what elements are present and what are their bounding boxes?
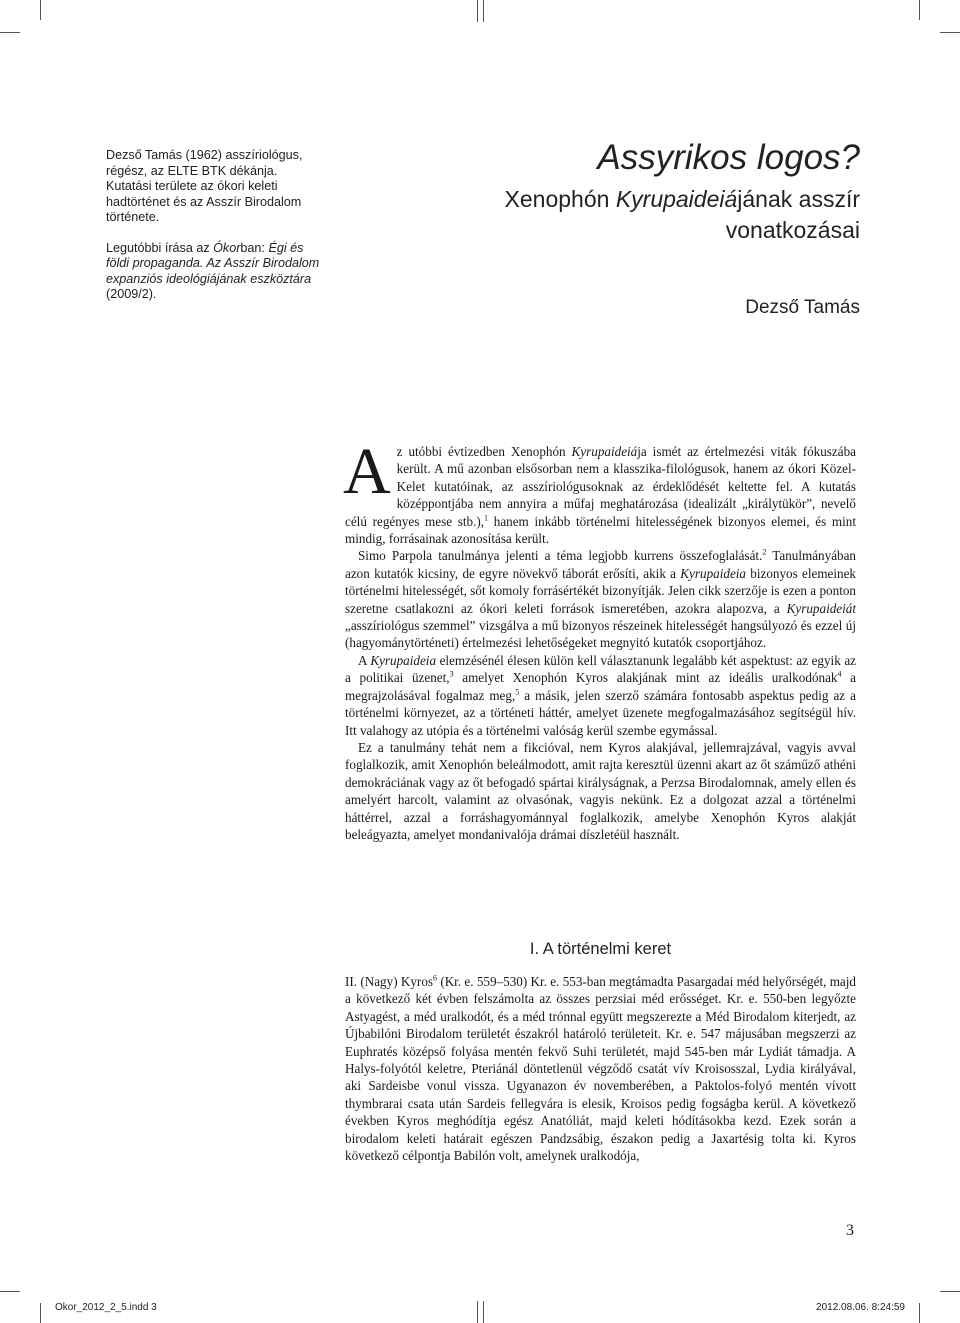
crop-mark bbox=[919, 1303, 920, 1323]
registration-mark bbox=[483, 0, 484, 22]
paragraph: A Kyrupaideia elemzésénél élesen külön kell választanunk legalább két aspektust: az egyik az a politikai üzenet,$^3$ amelyet Xenophón Kyros alakjának mint az ideális uralkodónak$^4$ a megrajzolásával fogalmaz meg,$^5$ a másik, jelen szerző számára fontosabb aspektus pedig az a történelmi környezet, az a történeti háttér, amelyet üzenete megfogalmazásához segítségül hív. Itt valahogy az utópia és a történelmi valóság kerül szembe egymással. bbox=[345, 652, 857, 738]
article-intro bbox=[343, 435, 857, 843]
page-number: 3 bbox=[846, 1222, 854, 1239]
paragraph: II. (Nagy) Kyros$^6$ (Kr. e. 559–530) Kr. e. 553-ban megtámadta Pasargadai méd helyőrségét, majd a következő két évben felszámolta az összes perzsiai méd erősséget. Kr. e. 550-ben legyőzte Astyagést, a méd uralkodót, és a méd trónnal együtt megszerezte a Méd Birodalom kiterjedt, az Újbabilóni Birodalom területét északról határoló területeit. Kr. e. 547 májusában megszerzi az Euphratés középső folyása mentén fekvő Suhi területét, majd 545-ben már Lydiát támadja. A Halys-folyótól keletre, Pteriánál döntetlenül végződő csatát vív Kroisosszal, Lydia királyával, aki Sardeisbe vonul vissza. Ugyanazon év novemberében, a Paktolos-folyó mentén vívott thymbrarai csata után Sardeis fellegvára is elesik, Kroisos pedig fogságba kerül. A következő években Kyros meghódítja egész Anatóliát, majd keleti hódításokba kezd. Ezek során a birodalom keleti határait egészen Pandzsábig, északon pedig a Jaxartésig tolta ki. Kyros következő célpontja Babilón volt, amelynek uralkodója, bbox=[345, 973, 856, 1164]
paragraph: Az utóbbi évtizedben Xenophón Kyrupaideiája ismét az értelmezési viták fókuszába került. A mű azonban elsősorban nem a klasszika-filológusok, hanem az ókori Közel-Kelet kutatóinak, az asszíriológusoknak az érdeklődését keltette fel. A kutatás középpontjába nem annyira a műfaj meghatározása (idealizált „királytükör”, nevelő célú regényes mese stb.),$^1$ hanem inkább történelmi hitelességének bizonyos elemei, és mint mindig, forrásainak azonosítása került. bbox=[343, 435, 856, 547]
crop-mark bbox=[919, 0, 920, 20]
section-body bbox=[345, 973, 856, 1164]
article-subtitle: Xenophón Kyrupaideiájának asszír vonatkozásai bbox=[504, 186, 860, 243]
crop-mark bbox=[0, 1291, 20, 1292]
registration-mark bbox=[477, 0, 478, 22]
article-author: Dezső Tamás bbox=[745, 297, 860, 318]
crop-mark bbox=[940, 32, 960, 33]
footnote-ref[interactable]: 2 bbox=[762, 548, 767, 558]
footnote-ref[interactable]: 4 bbox=[837, 669, 842, 679]
section-heading: I. A történelmi keret bbox=[529, 940, 672, 958]
registration-mark bbox=[477, 1301, 478, 1323]
paragraph: Simo Parpola tanulmánya jelenti a téma legjobb kurrens összefoglalását.$^2$ Tanulmányában azon kutatók kicsiny, de egyre növekvő táborát erősíti, akik a Kyrupaideia bizonyos elemeinek történelmi hitelességét, sőt komoly forrásértékét bizonyítják. Jelen cikk szerzője is ezen a ponton szeretne csatlakozni az ókori keleti források ismeretében, azokra alapozva, a Kyrupaideiát „asszíriológus szemmel” vizsgálva a mű bizonyos részeinek hitelességét hangsúlyozó és ezzel új (hagyománytörténeti) értelmezési lehetőségeket megnyitó kutatók csoportjához. bbox=[345, 548, 856, 651]
footnote-ref[interactable]: 5 bbox=[515, 687, 520, 697]
latest-publication: Legutóbbi írása az Ókorban: Égi és földi propaganda. Az Asszír Birodalom expanziós ideológiájának eszköztára (2009/2). bbox=[106, 240, 320, 301]
crop-mark bbox=[40, 0, 41, 20]
footnote-ref[interactable]: 3 bbox=[449, 669, 454, 679]
article-title: Assyrikos logos? bbox=[597, 138, 860, 177]
footnote-ref[interactable]: 1 bbox=[484, 513, 489, 523]
slug-datetime: 2012.08.06. 8:24:59 bbox=[816, 1302, 905, 1313]
slug-filename: Okor_2012_2_5.indd 3 bbox=[55, 1302, 157, 1313]
article-title-block bbox=[420, 138, 860, 320]
drop-cap: A bbox=[343, 435, 391, 508]
crop-mark bbox=[40, 1303, 41, 1323]
author-sidebar bbox=[106, 148, 322, 318]
crop-mark bbox=[0, 32, 20, 33]
author-bio: Dezső Tamás (1962) asszíriológus, régész, az ELTE BTK dékánja. Kutatási területe az ókori keleti hadtörténet és az Asszír Birodalom története. bbox=[106, 148, 303, 224]
crop-mark bbox=[940, 1291, 960, 1292]
footnote-ref[interactable]: 6 bbox=[433, 973, 437, 983]
paragraph: Ez a tanulmány tehát nem a fikcióval, nem Kyros alakjával, jellemrajzával, vagyis avval foglalkozik, amit Xenophón beleálmodott, amit rajta keresztül üzenni akart az őt száműző athéni demokráciának vagy az őt befogadó spártai királyságnak, a Perzsa Birodalomnak, amely ellen és amelyért harcolt, valamint az olvasónak, vagyis nekünk. Ez a dolgozat azzal a történelmi háttérrel, azzal a forráshagyománnyal foglalkozik, amelybe Xenophón Kyros alakját beleágyazta, amelyet mondanivalója drámai díszletéül használt. bbox=[345, 739, 856, 842]
registration-mark bbox=[483, 1301, 484, 1323]
